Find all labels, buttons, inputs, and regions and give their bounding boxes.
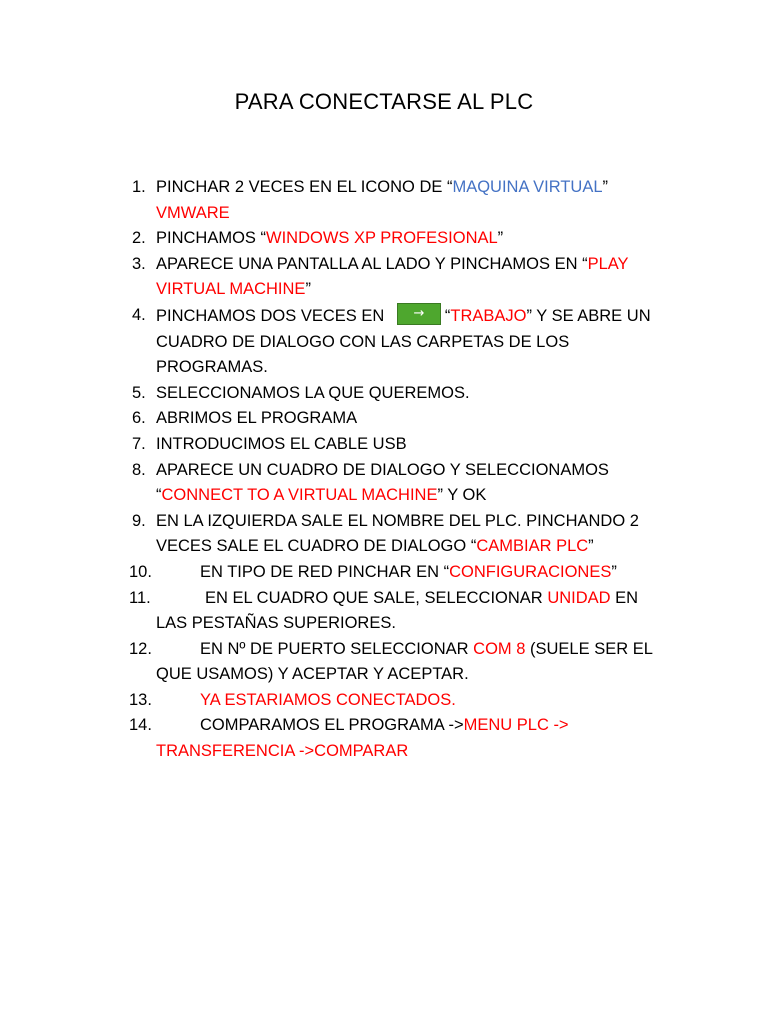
step-text: APARECE UNA PANTALLA AL LADO Y PINCHAMOS EN “ (156, 254, 588, 273)
list-item-number: 7. (132, 434, 146, 453)
step-text: APARECE UN CUADRO DE DIALOGO Y SELECCIONAMOS “ (156, 460, 609, 505)
step-highlight-text: MENU PLC -> TRANSFERENCIA ->COMPARAR (156, 716, 569, 761)
list-item (132, 381, 662, 407)
list-item (129, 560, 662, 586)
arrow-button-icon (397, 303, 441, 325)
step-text: ” (602, 178, 609, 196)
step-text: (SUELE SER EL QUE USAMOS) Y ACEPTAR Y ACEPTAR. (156, 639, 653, 684)
list-item-number: 12. (129, 639, 152, 658)
list-item-number: 14. (129, 716, 152, 735)
list-item-number: 6. (132, 409, 146, 428)
steps-list (129, 175, 662, 765)
step-highlight-text: VMWARE (156, 203, 230, 222)
step-text: COMPARAMOS EL PROGRAMA -> (200, 716, 464, 735)
step-text: EN TIPO DE RED PINCHAR EN “ (200, 562, 450, 581)
step-text: PINCHAR 2 VECES EN EL ICONO DE “ (156, 178, 453, 196)
step-highlight-text: WINDOWS XP PROFESIONAL (266, 229, 498, 248)
list-item (132, 226, 662, 252)
step-text: PINCHAMOS “ (156, 229, 267, 248)
list-item-number: 3. (132, 254, 146, 273)
list-item-number: 1. (132, 178, 146, 196)
list-item (132, 509, 662, 560)
step-highlight-text: UNIDAD (547, 588, 611, 607)
step-text: ” (611, 562, 617, 581)
step-text: EN EL CUADRO QUE SALE, SELECCIONAR (205, 588, 548, 607)
step-highlight-text: MAQUINA VIRTUAL (452, 178, 603, 196)
step-highlight-text: TRABAJO (450, 306, 527, 325)
step-text: INTRODUCIMOS EL CABLE USB (156, 434, 407, 453)
step-highlight-text: CAMBIAR PLC (476, 537, 589, 556)
step-text: ” Y SE ABRE UN CUADRO DE DIALOGO CON LAS CARPETAS DE LOS PROGRAMAS. (156, 306, 651, 377)
step-highlight-text: CONNECT TO A VIRTUAL MACHINE (161, 486, 438, 505)
list-item (132, 252, 662, 303)
step-text: ” (497, 229, 504, 248)
step-text: ” (305, 280, 311, 299)
list-item (129, 586, 662, 637)
step-text: ABRIMOS EL PROGRAMA (156, 409, 358, 428)
page-title: PARA CONECTARSE AL PLC (234, 89, 534, 114)
list-item (129, 688, 662, 714)
list-item-number: 11. (129, 588, 151, 607)
list-item-number: 4. (132, 305, 146, 324)
list-item-number: 10. (129, 562, 152, 581)
step-highlight-text: PLAY VIRTUAL MACHINE (156, 254, 629, 299)
step-text: “ (444, 306, 451, 325)
list-item-number: 2. (132, 229, 146, 248)
step-text: EN Nº DE PUERTO SELECCIONAR (200, 639, 474, 658)
step-text: ” Y OK (437, 486, 487, 505)
list-item-number: 5. (132, 383, 146, 402)
step-highlight-text: CONFIGURACIONES (449, 562, 612, 581)
list-item (132, 432, 662, 458)
arrow-right-icon: → (413, 305, 425, 321)
step-highlight-text: YA ESTARIAMOS CONECTADOS. (200, 690, 456, 709)
step-text: ” (588, 537, 594, 556)
step-text: EN LA IZQUIERDA SALE EL NOMBRE DEL PLC. PINCHANDO 2 VECES SALE EL CUADRO DE DIALOGO “ (156, 511, 639, 556)
step-highlight-text: COM 8 (473, 639, 526, 658)
list-item-number: 13. (129, 690, 152, 709)
step-text: PINCHAMOS DOS VECES EN (156, 306, 389, 325)
list-item-number: 9. (132, 511, 146, 530)
list-item (129, 637, 662, 688)
list-item-number: 8. (132, 460, 146, 479)
step-text: SELECCIONAMOS LA QUE QUEREMOS. (156, 383, 470, 402)
list-item (129, 713, 662, 764)
list-item (132, 406, 662, 432)
list-item (132, 175, 662, 226)
step-text: EN LAS PESTAÑAS SUPERIORES. (156, 588, 639, 633)
list-item (132, 303, 662, 381)
list-item (132, 458, 662, 509)
